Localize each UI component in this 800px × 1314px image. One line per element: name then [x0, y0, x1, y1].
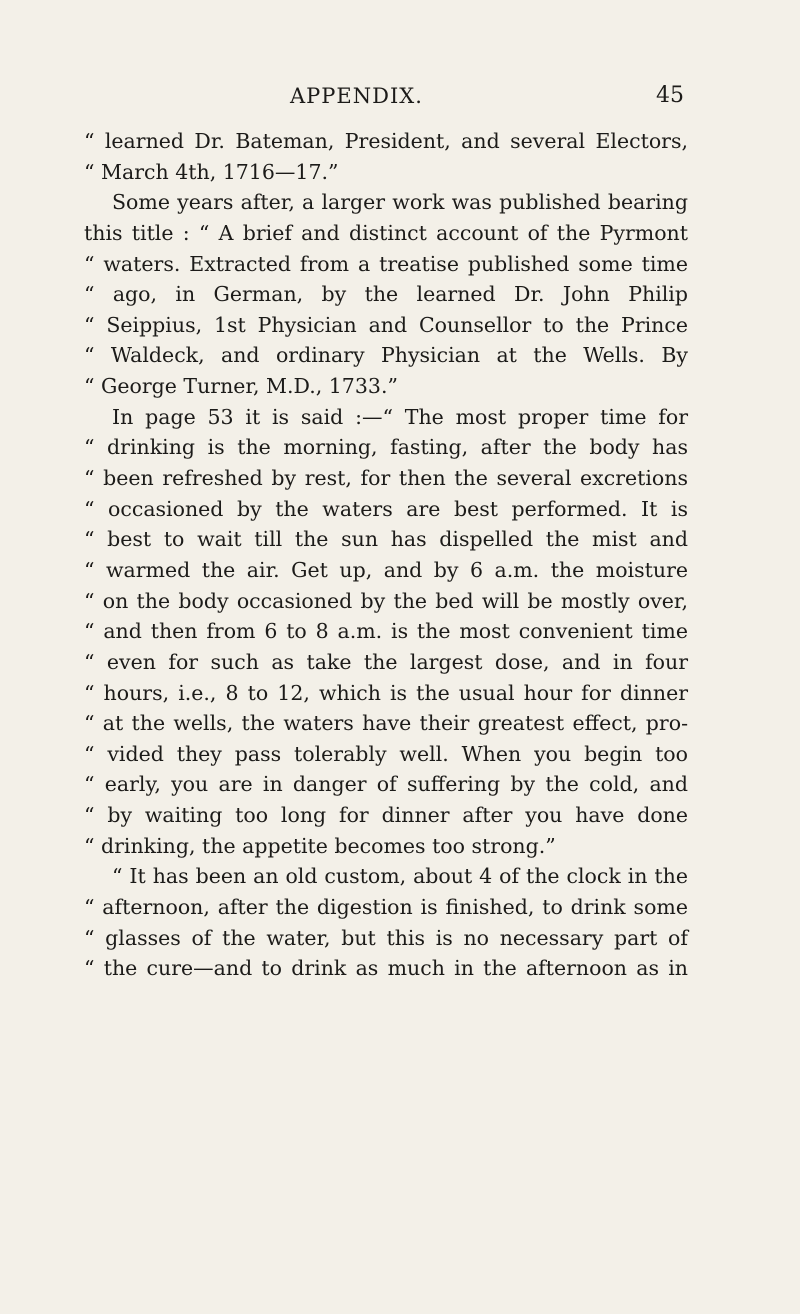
text-line: “ It has been an old custom, about 4 of the clock in the	[112, 864, 688, 889]
text-line: “ best to wait till the sun has dispelled the mist and	[84, 527, 688, 552]
text-line: “ Seippius, 1st Physician and Counsellor to the Prince	[84, 312, 688, 337]
text-line: “ warmed the air. Get up, and by 6 a.m. the moisture	[84, 557, 688, 582]
text-line: “ drinking, the appetite becomes too strong.”	[84, 833, 556, 858]
text-line: “ hours, i.e., 8 to 12, which is the usual hour for dinner	[84, 680, 688, 705]
text-line: Some years after, a larger work was published bearing	[112, 190, 688, 215]
text-line: “ learned Dr. Bateman, President, and several Electors,	[84, 129, 688, 153]
text-line: “ March 4th, 1716—17.”	[84, 159, 339, 184]
running-head	[0, 80, 800, 112]
text-line: “ early, you are in danger of suffering by the cold, and	[84, 772, 688, 797]
text-line: “ waters. Extracted from a treatise published some time	[84, 251, 688, 276]
text-line: “ been refreshed by rest, for then the several excretions	[84, 466, 688, 491]
body-text	[84, 126, 688, 984]
text-line: “ Waldeck, and ordinary Physician at the Wells. By	[84, 343, 688, 368]
text-line: “ at the wells, the waters have their greatest effect, pro-	[84, 711, 688, 736]
text-line: “ glasses of the water, but this is no necessary part of	[84, 925, 688, 950]
text-line: “ afternoon, after the digestion is finished, to drink some	[84, 895, 688, 920]
text-line: “ by waiting too long for dinner after you have done	[84, 803, 688, 828]
running-title: APPENDIX.	[290, 84, 423, 108]
text-line: “ occasioned by the waters are best performed. It is	[84, 496, 688, 521]
text-line: this title : “ A brief and distinct account of the Pyrmont	[84, 220, 688, 245]
text-line: “ vided they pass tolerably well. When you begin too	[84, 741, 688, 766]
text-line: In page 53 it is said :—“ The most proper time for	[112, 404, 688, 429]
text-line: “ even for such as take the largest dose, and in four	[84, 649, 688, 674]
text-line: “ drinking is the morning, fasting, after the body has	[84, 435, 688, 460]
text-line: “ ago, in German, by the learned Dr. John Philip	[84, 282, 688, 307]
text-line: “ on the body occasioned by the bed will be mostly over,	[84, 588, 688, 613]
text-line: “ George Turner, M.D., 1733.”	[84, 374, 398, 399]
page-number: 45	[656, 83, 684, 108]
text-line: “ and then from 6 to 8 a.m. is the most convenient time	[84, 619, 688, 644]
text-line: “ the cure—and to drink as much in the afternoon as in	[84, 956, 688, 981]
